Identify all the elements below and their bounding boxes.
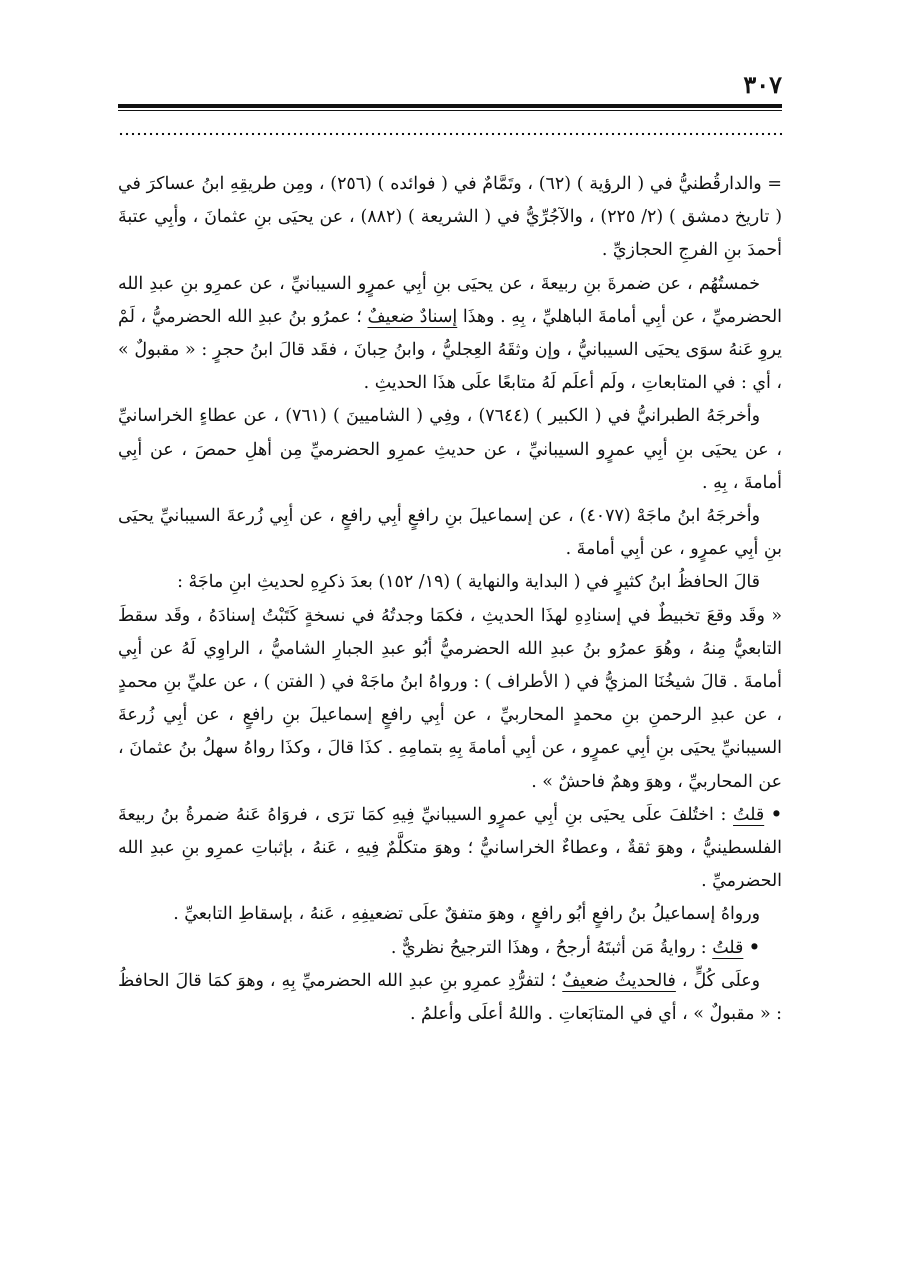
paragraph-ismail: ورواهُ إسماعيلُ بنُ رافعٍ أبُو رافعٍ ، وهوَ متفقٌ علَى تضعيفِهِ ، عَنهُ ، بإسقاطِ التابعيِّ .	[173, 904, 760, 925]
dotted-separator	[118, 132, 782, 136]
page-body	[118, 168, 782, 1031]
paragraph-text: وعلَى كُلٍّ ،	[675, 970, 760, 991]
paragraph-text: خمستُهُم ، عن ضمرةَ بنِ ربيعةَ ، عن يحيَى بنِ أبِي عمرٍو السيبانيِّ ، عن عمرِو بنِ عبدِ الله الحضرميِّ ، عن أبِي أمامةَ الباهليِّ ، بِهِ . وهذَا	[118, 273, 782, 327]
bullet-icon: •	[770, 804, 782, 825]
bullet-icon: •	[748, 937, 760, 958]
paragraph-text: ؛ لتفرُّدِ عمرِو بنِ عبدِ الله الحضرميِّ بِهِ ، وهوَ كمَا قالَ الحافظُ : « مقبولٌ » ، أي في المتابَعاتِ . واللهُ أعلَى وأعلمُ .	[118, 970, 782, 1025]
underlined-ruling: فالحديثُ ضعيفٌ	[562, 970, 676, 991]
paragraph-note-2	[118, 932, 782, 965]
page-number: ٣٠٧	[743, 70, 782, 99]
paragraph-tabarani: وأخرجَهُ الطبرانيُّ في ( الكبير ) (٧٦٤٤) ، وفِي ( الشاميينَ ) (٧٦١) ، عن عطاءٍ الخراسانيِّ ، عن يحيَى بنِ أبِي عمرٍو السيبانيِّ ، عن حديثِ عمرِو الحضرميِّ مِن أهلِ حمصَ ، عن أبِي أمامةَ ، بِهِ .	[118, 406, 782, 493]
paragraph-ibn-kathir-quote: « وقَد وقعَ تخبيطٌ في إسنادِهِ لهذَا الحديثِ ، فكمَا وجدتُهُ في نسخةٍ كَتَبْتُ إسنادَهُ ، وقَد سقطَ التابعيُّ مِنهُ ، وهُوَ عمرُو بنُ عبدِ الله الحضرميُّ أبُو عبدِ الجبارِ الشاميُّ ، الراوِي لَهُ عن أبِي أمامةَ . قالَ شيخُنَا المزيُّ في ( الأطراف ) : ورواهُ ابنُ ماجَهْ في ( الفتن ) ، عن عليِّ بنِ محمدٍ ، عن عبدِ الرحمنِ بنِ محمدٍ المحاربيِّ ، عن أبِي رافعٍ إسماعيلَ بنِ رافعٍ ، عن أبِي زُرعةَ السيبانيِّ يحيَى بنِ أبِي عمرٍو ، عن أبِي أمامةَ بِهِ بتمامِهِ . كذَا قالَ ، وكذَا رواهُ سهلُ بنُ عثمانَ ، عن المحاربيِّ ، وهوَ وهمٌ فاحشٌ » .	[118, 605, 782, 792]
paragraph-conclusion	[118, 965, 782, 1031]
header-rule-thin	[118, 110, 782, 111]
underlined-ruling: إسنادٌ ضعيفٌ	[367, 306, 458, 327]
paragraph-ibn-majah: وأخرجَهُ ابنُ ماجَهْ (٤٠٧٧) ، عن إسماعيلَ بنِ رافعٍ أبِي رافعٍ ، عن أبِي زُرعةَ السيبانيِّ يحيَى بنِ أبِي عمرٍو ، عن أبِي أمامةَ .	[118, 506, 782, 560]
underlined-note-label: قلتُ	[712, 937, 744, 958]
paragraph-text: : روايةُ مَن أثبتَهُ أرجحُ ، وهذَا الترجيحُ نظريٌّ .	[390, 937, 713, 958]
paragraph-isnad	[118, 268, 782, 401]
paragraph-text: : اختُلفَ علَى يحيَى بنِ أبِي عمرٍو السيبانيِّ فِيهِ كمَا ترَى ، فروَاهُ عَنهُ ضمرةُ بنُ ربيعةَ الفلسطينيُّ ، وهوَ ثقةٌ ، وعطاءٌ الخراسانيُّ ؛ وهوَ متكلَّمٌ فِيهِ ، عَنهُ ، بإثباتِ عمرِو بنِ عبدِ الله الحضرميِّ .	[118, 804, 782, 892]
paragraph-continuation: = والدارقُطنيُّ في ( الرؤية ) (٦٢) ، وتَمَّامٌ في ( فوائده ) (٢٥٦) ، ومِن طريقِهِ ابنُ عساكرَ في ( تاريخ دمشق ) (٢/ ٢٢٥) ، والآجُرِّيُّ في ( الشريعة ) (٨٨٢) ، عن يحيَى بنِ عثمانَ ، وأبِي عتبةَ أحمدَ بنِ الفرجِ الحجازيِّ .	[118, 174, 783, 261]
paragraph-ibn-kathir-intro: قالَ الحافظُ ابنُ كثيرٍ في ( البداية والنهاية ) (١٩/ ١٥٢) بعدَ ذكرِهِ لحديثِ ابنِ ماجَهْ :	[177, 572, 760, 593]
header-rule	[118, 104, 782, 108]
underlined-note-label: قلتُ	[733, 804, 765, 825]
paragraph-note-1	[118, 799, 782, 899]
paragraph-text: ؛ عمرُو بنُ عبدِ الله الحضرميُّ ، لَمْ يروِ عَنهُ سوَى يحيَى السيبانيُّ ، وإن وثقَهُ العِجليُّ ، وابنُ حِبانَ ، فقَد قالَ ابنُ حجرٍ : « مقبولٌ » ، أي : في المتابعاتِ ، ولَم أعلَم لَهُ متابعًا علَى هذَا الحديثِ .	[118, 306, 782, 394]
